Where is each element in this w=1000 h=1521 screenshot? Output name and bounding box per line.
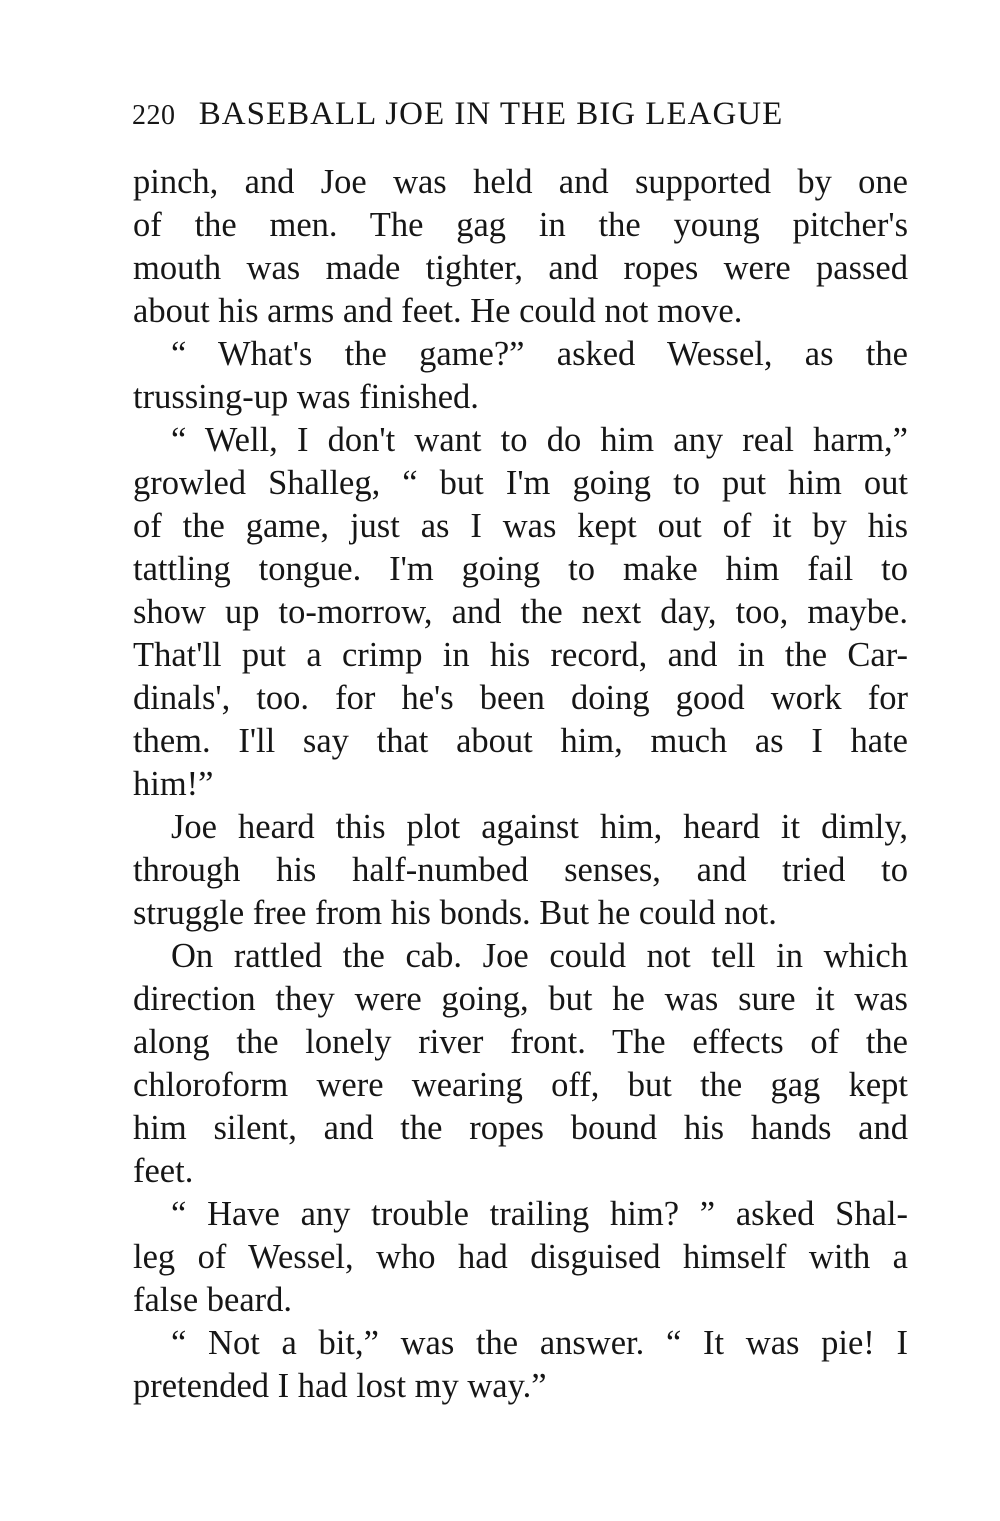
text-line: tattling tongue. I'm going to make him fail to	[133, 550, 908, 588]
text-line: chloroform were wearing off, but the gag kept	[133, 1066, 908, 1104]
text-line: leg of Wessel, who had disguised himself with a	[133, 1238, 908, 1276]
text-line: direction they were going, but he was sure it was	[133, 980, 908, 1018]
text-line: feet.	[133, 1152, 194, 1190]
text-line: false beard.	[133, 1281, 292, 1319]
text-line: show up to-morrow, and the next day, too, maybe.	[133, 593, 908, 631]
text-line: about his arms and feet. He could not move.	[133, 292, 743, 330]
running-title: BASEBALL JOE IN THE BIG LEAGUE	[198, 96, 784, 132]
text-line: pinch, and Joe was held and supported by one	[133, 163, 908, 201]
text-line: through his half-numbed senses, and tried to	[133, 851, 908, 889]
text-line: “ Well, I don't want to do him any real harm,”	[171, 421, 908, 459]
text-line: mouth was made tighter, and ropes were passed	[133, 249, 908, 287]
text-line: That'll put a crimp in his record, and in the Car-	[133, 636, 908, 674]
text-line: of the men. The gag in the young pitcher's	[133, 206, 908, 244]
running-head	[132, 92, 912, 136]
text-line: trussing-up was finished.	[133, 378, 479, 416]
text-line: him!”	[133, 765, 214, 803]
page-number: 220	[132, 100, 176, 131]
text-line: him silent, and the ropes bound his hands and	[133, 1109, 908, 1147]
text-line: On rattled the cab. Joe could not tell in which	[171, 937, 908, 975]
body-text	[133, 161, 908, 1408]
text-line: struggle free from his bonds. But he could not.	[133, 894, 777, 932]
text-line: of the game, just as I was kept out of it by his	[133, 507, 908, 545]
text-line: along the lonely river front. The effects of the	[133, 1023, 908, 1061]
text-line: pretended I had lost my way.”	[133, 1367, 547, 1405]
text-line: “ Not a bit,” was the answer. “ It was pie! I	[171, 1324, 908, 1362]
text-line: “ What's the game?” asked Wessel, as the	[171, 335, 908, 373]
text-line: dinals', too. for he's been doing good work for	[133, 679, 908, 717]
text-line: Joe heard this plot against him, heard it dimly,	[171, 808, 908, 846]
text-line: “ Have any trouble trailing him? ” asked Shal-	[171, 1195, 908, 1233]
text-line: growled Shalleg, “ but I'm going to put him out	[133, 464, 908, 502]
text-line: them. I'll say that about him, much as I hate	[133, 722, 908, 760]
